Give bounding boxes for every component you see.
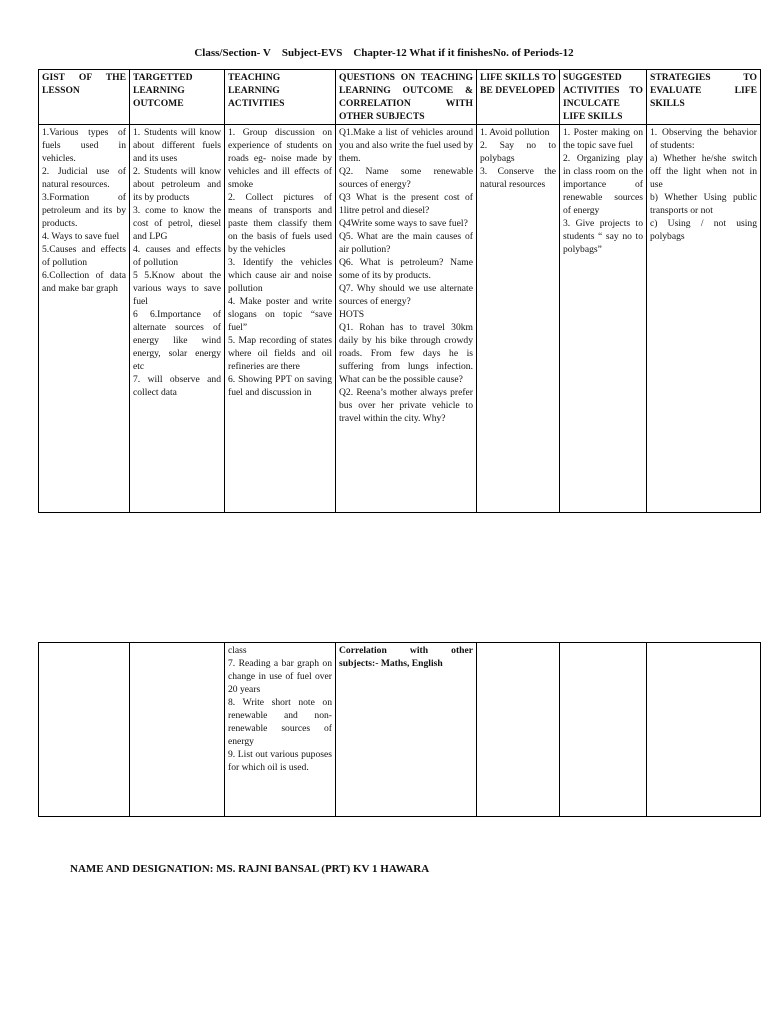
class-section: Class/Section- V	[194, 47, 271, 59]
col-questions: QUESTIONS ON TEACHING LEARNING OUTCOME & CORRELATION WITH OTHER SUBJECTS	[336, 70, 477, 125]
activity-item: 7. Reading a bar graph on change in use of fuel over 20 years	[228, 658, 332, 695]
outcome-item: 5 5.Know about the various ways to save fuel	[133, 270, 221, 307]
activity-item: 3. Identify the vehicles which cause air and noise pollution	[228, 257, 332, 294]
strategy-item: c) Using / not using polybags	[650, 218, 757, 242]
col-activities: TEACHING LEARNING ACTIVITIES	[225, 70, 336, 125]
question-item: Q3 What is the present cost of 1litre petrol and diesel?	[339, 192, 473, 216]
suggested-item: 2. Organizing play in class room on the importance of renewable sources of energy	[563, 153, 643, 216]
col-outcome: TARGETTED LEARNING OUTCOME	[130, 70, 225, 125]
correlation-text: Correlation with other subjects:- Maths, English	[339, 645, 473, 669]
empty-cell	[477, 643, 560, 817]
strategy-item: b) Whether Using public transports or not	[650, 192, 757, 216]
activity-item: 5. Map recording of states where oil fields and oil refineries are there	[228, 335, 332, 372]
strategies-cell	[647, 125, 761, 513]
subject: Subject-EVS	[281, 47, 343, 59]
activity-item: class	[228, 645, 247, 656]
gist-item: 5.Causes and effects of pollution	[42, 244, 126, 268]
activities-cell-continued	[225, 643, 336, 817]
suggested-cell	[560, 125, 647, 513]
empty-cell	[560, 643, 647, 817]
lesson-plan-table-continued	[38, 642, 761, 817]
gist-cell	[39, 125, 130, 513]
question-item: Q5. What are the main causes of air pollution?	[339, 231, 473, 255]
page-header	[0, 47, 768, 59]
life-skill-item: 2. Say no to polybags	[480, 140, 556, 164]
lesson-plan-table	[38, 69, 761, 513]
question-item: Q4Write some ways to save fuel?	[339, 218, 468, 229]
outcome-item: 3. come to know the cost of petrol, diesel and LPG	[133, 205, 221, 242]
suggested-item: 1. Poster making on the topic save fuel	[563, 127, 643, 151]
gist-item: 3.Formation of petroleum and its by products.	[42, 192, 126, 229]
outcome-item: 4. causes and effects of pollution	[133, 244, 221, 268]
outcome-item: 7. will observe and collect data	[133, 374, 221, 398]
question-item: Q7. Why should we use alternate sources of energy?	[339, 283, 473, 307]
header-row	[39, 70, 761, 125]
gist-item: 4. Ways to save fuel	[42, 231, 120, 242]
activity-item: 9. List out various puposes for which oil is used.	[228, 749, 332, 773]
gist-item: 2. Judicial use of natural resources.	[42, 166, 126, 190]
col-life-skills: LIFE SKILLS TO BE DEVELOPED	[477, 70, 560, 125]
col-gist: GIST OF THE LESSON	[39, 70, 130, 125]
question-item: Q1.Make a list of vehicles around you and also write the fuel used by them.	[339, 127, 474, 164]
content-row	[39, 125, 761, 513]
outcome-item: 6 6.Importance of alternate sources of energy like wind energy, solar energy etc	[133, 309, 221, 372]
question-item: Q6. What is petroleum? Name some of its by products.	[339, 257, 473, 281]
chapter: Chapter-12 What if it finishesNo. of Periods-12	[353, 47, 574, 59]
suggested-item: 3. Give projects to students “ say no to polybags”	[563, 218, 643, 255]
life-skill-item: 1. Avoid pollution	[480, 127, 550, 138]
activity-item: 8. Write short note on renewable and non-renewable sources of energy	[228, 697, 332, 747]
col-strategies: STRATEGIES TO EVALUATE LIFE SKILLS	[647, 70, 761, 125]
question-item: Q2. Reena’s mother always prefer bus over her private vehicle to travel within the city. Why?	[339, 387, 473, 424]
empty-cell	[647, 643, 761, 817]
life-skill-item: 3. Conserve the natural resources	[480, 166, 556, 190]
gist-item: 6.Collection of data and make bar graph	[42, 270, 126, 294]
continued-row	[39, 643, 761, 817]
hots-label: HOTS	[339, 309, 365, 320]
life-skills-cell	[477, 125, 560, 513]
activity-item: 6. Showing PPT on saving fuel and discussion in	[228, 374, 332, 398]
outcome-cell	[130, 125, 225, 513]
questions-cell	[336, 125, 477, 513]
gist-item: 1.Various types of fuels used in vehicles.	[42, 127, 126, 164]
correlation-cell	[336, 643, 477, 817]
col-suggested: SUGGESTED ACTIVITIES TO INCULCATE LIFE SKILLS	[560, 70, 647, 125]
empty-cell	[39, 643, 130, 817]
question-item: Q2. Name some renewable sources of energy?	[339, 166, 473, 190]
outcome-item: 1. Students will know about different fuels and its uses	[133, 127, 221, 164]
question-item: Q1. Rohan has to travel 30km daily by his bike through crowdy roads. From few days he is suffering from lungs infection. What can be the possible cause?	[339, 322, 473, 385]
empty-cell	[130, 643, 225, 817]
outcome-item: 2. Students will know about petroleum and its by products	[133, 166, 221, 203]
strategy-item: 1. Observing the behavior of students:	[650, 127, 757, 151]
name-designation: NAME AND DESIGNATION: MS. RAJNI BANSAL (PRT) KV 1 HAWARA	[70, 863, 430, 875]
activity-item: 4. Make poster and write slogans on topic “save fuel”	[228, 296, 332, 333]
activity-item: 2. Collect pictures of means of transports and paste them classify them on the basis of fuels used by the vehicles	[228, 192, 332, 255]
strategy-item: a) Whether he/she switch off the light when not in use	[650, 153, 757, 190]
activity-item: 1. Group discussion on experience of students on roads eg- noise made by vehicles and ill effects of smoke	[228, 127, 332, 190]
activities-cell	[225, 125, 336, 513]
